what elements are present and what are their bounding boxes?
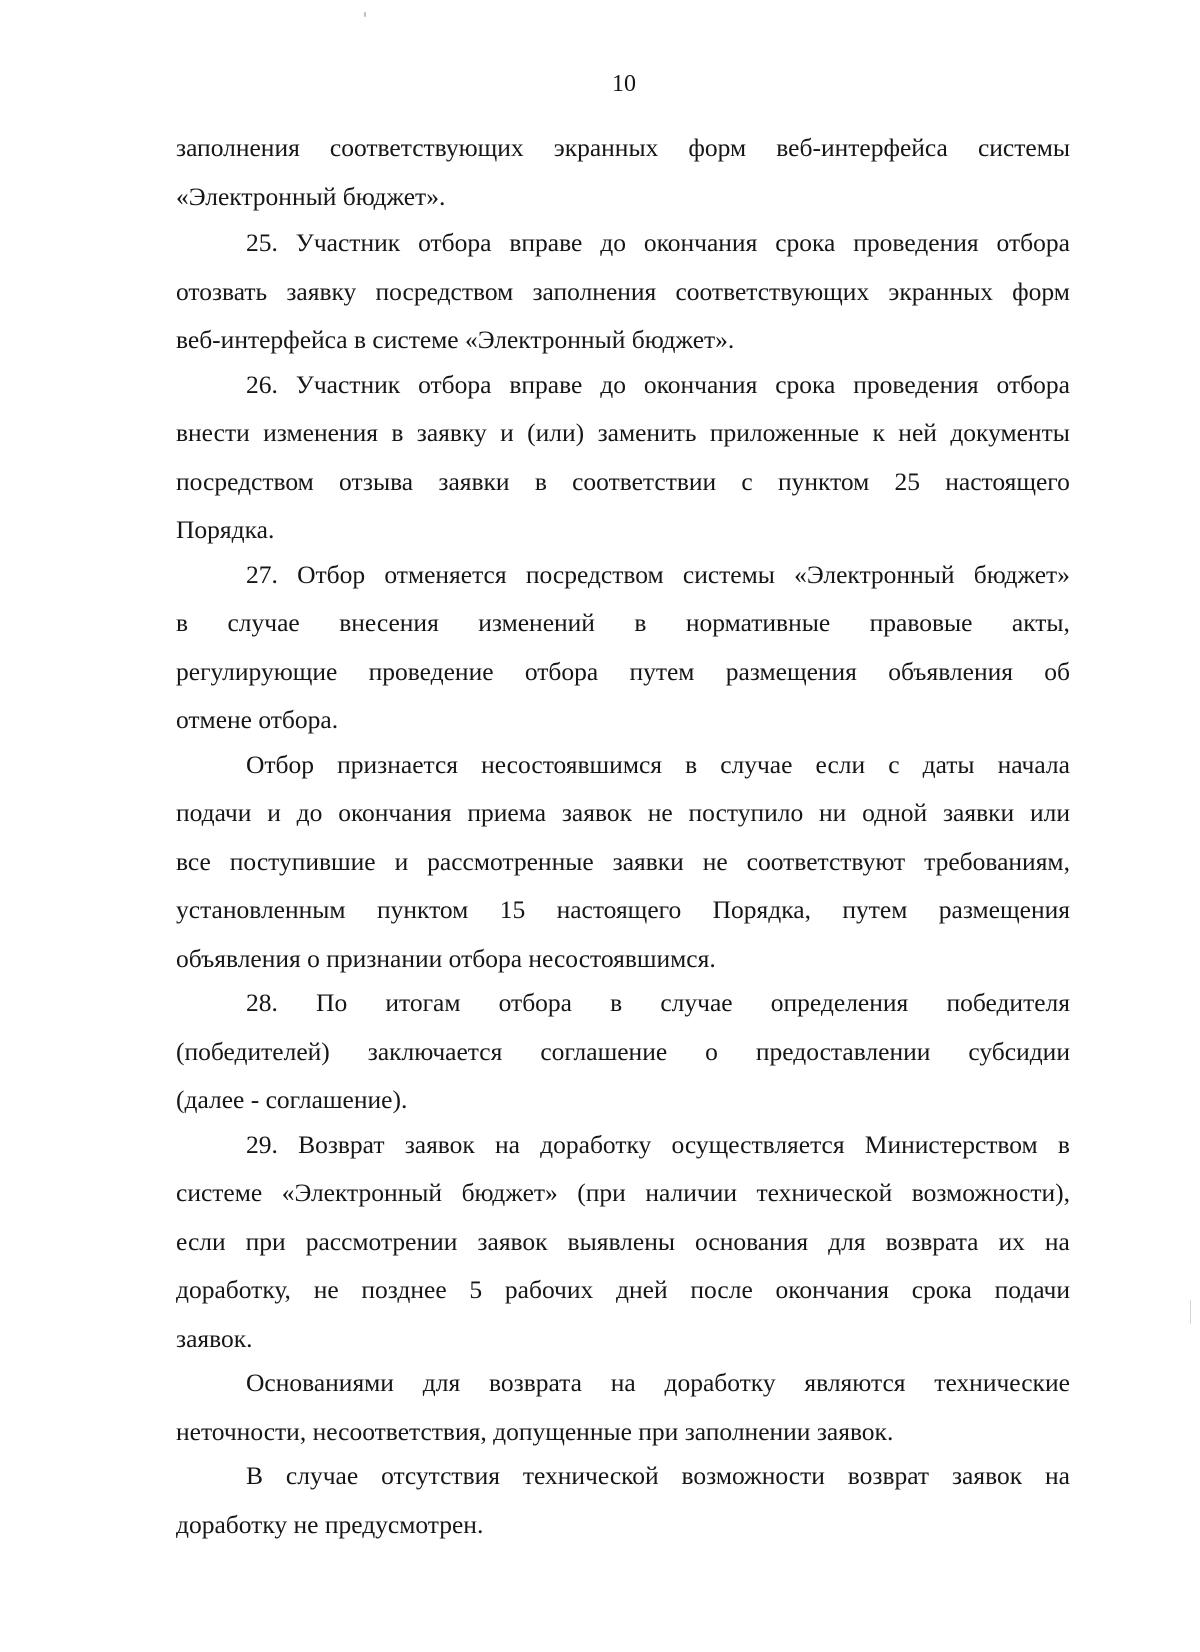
word: отозвать xyxy=(176,276,268,306)
word: Участник xyxy=(295,369,401,399)
word: объявления xyxy=(888,656,1013,686)
paragraph-27 xyxy=(176,551,1070,745)
word: случае xyxy=(660,988,733,1017)
word: до xyxy=(600,228,626,257)
word: «Электронный xyxy=(794,559,955,589)
word: об xyxy=(1044,656,1070,686)
word: заявок xyxy=(404,1129,475,1159)
word: на xyxy=(610,1368,636,1397)
word: заявку xyxy=(286,276,357,306)
word: отбора xyxy=(524,656,599,686)
word: размещения xyxy=(725,656,857,686)
word: (при xyxy=(577,1178,626,1207)
word: случае xyxy=(720,749,793,779)
word: срока xyxy=(911,1275,972,1304)
word: до xyxy=(600,369,626,399)
word: на xyxy=(1044,1226,1070,1256)
text-line-14 xyxy=(176,741,1070,790)
word: изменений xyxy=(478,608,595,637)
word: посредством xyxy=(525,559,664,589)
text-line-27 xyxy=(176,1359,1070,1408)
text-line-30: доработку не предусмотрен. xyxy=(176,1509,484,1539)
word: отменяется xyxy=(384,559,507,589)
word: Порядка, xyxy=(712,895,811,924)
word: 26. xyxy=(246,369,278,399)
word: окончания xyxy=(643,228,758,257)
text-line-11 xyxy=(176,599,1070,648)
word: путем xyxy=(629,656,695,686)
word: 15 xyxy=(499,895,526,924)
paragraph-continuation xyxy=(176,124,1070,221)
word: 29. xyxy=(246,1129,278,1159)
text-line-24 xyxy=(176,1218,1070,1267)
word: ней xyxy=(898,418,937,447)
word: бюджет» xyxy=(461,1178,558,1207)
text-line-6 xyxy=(176,361,1070,410)
word: являются xyxy=(804,1368,906,1397)
word: победителя xyxy=(946,988,1070,1017)
text-line-28: неточности, несоответствия, допущенные при заполнении заявок. xyxy=(176,1416,894,1446)
word: системы xyxy=(977,133,1070,162)
word: Отбор xyxy=(246,749,315,779)
word: заявки xyxy=(612,846,684,876)
word: вправе xyxy=(509,228,583,257)
word: заполнения xyxy=(532,276,657,306)
word: рабочих xyxy=(504,1275,594,1304)
word: и xyxy=(500,418,514,447)
word: вправе xyxy=(509,369,583,399)
word: 25 xyxy=(894,466,921,496)
text-line-25 xyxy=(176,1266,1070,1315)
word: «Электронный xyxy=(281,1178,443,1207)
paragraph-28 xyxy=(176,979,1070,1125)
word: случае xyxy=(227,608,300,637)
word: соответствии xyxy=(572,466,717,496)
word: поступило xyxy=(688,798,804,827)
text-line-29 xyxy=(176,1452,1070,1501)
word: заявки xyxy=(438,466,510,496)
word: форм xyxy=(1012,276,1070,306)
text-line-2: «Электронный бюджет». xyxy=(176,181,446,211)
word: ни xyxy=(819,798,847,827)
text-line-19 xyxy=(176,979,1070,1028)
word: системы xyxy=(682,559,775,589)
word: при xyxy=(245,1226,286,1256)
word: подачи xyxy=(176,798,252,827)
word: проведение xyxy=(368,656,494,686)
word: случае xyxy=(285,1461,359,1490)
word: доработку xyxy=(540,1129,652,1159)
word: в xyxy=(534,466,547,496)
text-line-18: объявления о признании отбора несостоявшимся. xyxy=(176,943,716,973)
word: окончания xyxy=(338,798,452,827)
word: возврата xyxy=(885,1226,979,1256)
word: все xyxy=(176,846,211,876)
word: (победителей) xyxy=(176,1036,330,1066)
text-line-21: (далее - соглашение). xyxy=(176,1085,408,1114)
word: с xyxy=(888,749,900,779)
word: на xyxy=(495,1129,520,1159)
word: дней xyxy=(616,1275,668,1304)
word: в xyxy=(1057,1129,1070,1159)
word: о xyxy=(705,1036,718,1066)
word: заявку xyxy=(416,418,487,447)
word: срока xyxy=(775,369,836,399)
word: Возврат xyxy=(298,1129,385,1159)
word: если xyxy=(176,1226,226,1256)
word: экранных xyxy=(553,133,659,162)
text-line-1 xyxy=(176,124,1070,173)
word: пунктом xyxy=(777,466,870,496)
word: соответствуют xyxy=(746,846,906,876)
text-line-10 xyxy=(176,551,1070,600)
text-line-16 xyxy=(176,838,1070,887)
word: 28. xyxy=(246,988,278,1017)
text-line-8 xyxy=(176,458,1070,507)
word: отбора xyxy=(996,369,1070,399)
word: если xyxy=(815,749,866,779)
word: заполнения xyxy=(176,133,300,162)
word: отзыва xyxy=(339,466,414,496)
text-line-15 xyxy=(176,789,1070,838)
word: заменить xyxy=(597,418,697,447)
word: не xyxy=(313,1275,339,1304)
word: осуществляется xyxy=(671,1129,845,1159)
word: и xyxy=(267,798,281,827)
word: не xyxy=(702,846,728,876)
word: отбора xyxy=(418,228,492,257)
word: установленным xyxy=(176,895,346,924)
word: рассмотрении xyxy=(305,1226,458,1256)
word: экранных xyxy=(888,276,993,306)
word: в xyxy=(685,749,698,779)
word: технические xyxy=(934,1368,1070,1397)
text-line-9: Порядка. xyxy=(176,515,275,544)
word: с xyxy=(741,466,753,496)
word: предоставлении xyxy=(755,1036,931,1066)
word: не xyxy=(647,798,673,827)
text-line-17 xyxy=(176,886,1070,935)
word: правовые xyxy=(869,608,973,637)
word: 25. xyxy=(246,228,278,257)
word: форм xyxy=(688,133,747,162)
word: Министерством xyxy=(864,1129,1038,1159)
page-number: 10 xyxy=(612,71,636,97)
word: одной xyxy=(862,798,928,827)
word: настоящего xyxy=(945,466,1070,496)
word: начала xyxy=(997,749,1070,779)
word: возврата xyxy=(489,1368,582,1397)
paragraph-26 xyxy=(176,361,1070,555)
word: для xyxy=(828,1226,866,1256)
word: отбора xyxy=(418,369,492,399)
word: размещения xyxy=(938,895,1070,924)
word: в xyxy=(610,988,623,1017)
document-text xyxy=(176,124,1070,1549)
word: (или) xyxy=(527,418,585,447)
word: на xyxy=(1044,1461,1070,1490)
word: признается xyxy=(337,749,459,779)
word: основания xyxy=(694,1226,809,1256)
word: По xyxy=(316,988,348,1017)
word: регулирующие xyxy=(176,656,338,686)
word: проведения xyxy=(853,369,979,399)
word: срока xyxy=(775,228,836,257)
text-line-4 xyxy=(176,268,1070,317)
word: изменения xyxy=(263,418,378,447)
word: несостоявшимся xyxy=(481,749,663,779)
word: соответствующих xyxy=(675,276,870,306)
word: в xyxy=(634,608,647,637)
word: для xyxy=(422,1368,461,1397)
word: заявок xyxy=(951,1461,1023,1490)
word: 27. xyxy=(246,559,278,589)
word: окончания xyxy=(775,1275,889,1304)
word: системе xyxy=(176,1178,263,1207)
text-line-12 xyxy=(176,648,1070,697)
word: Основаниями xyxy=(246,1368,394,1397)
word: после xyxy=(690,1275,753,1304)
text-line-22 xyxy=(176,1121,1070,1170)
word: итогам xyxy=(385,988,461,1017)
word: доработку xyxy=(664,1368,776,1397)
text-line-13: отмене отбора. xyxy=(176,705,339,734)
word: до xyxy=(296,798,323,827)
scan-speck xyxy=(364,12,366,17)
word: путем xyxy=(842,895,908,924)
paragraph-cancelled-selection xyxy=(176,741,1070,984)
word: настоящего xyxy=(556,895,682,924)
word: доработку, xyxy=(176,1275,291,1304)
word: отбора xyxy=(996,228,1070,257)
word: возврат xyxy=(847,1461,930,1490)
word: документы xyxy=(950,418,1070,447)
word: их xyxy=(998,1226,1025,1256)
word: проведения xyxy=(853,228,979,257)
word: наличии xyxy=(645,1178,738,1207)
word: подачи xyxy=(994,1275,1070,1304)
word: приема xyxy=(467,798,547,827)
word: рассмотренные xyxy=(427,846,594,876)
word: приложенные xyxy=(709,418,860,447)
word: посредством xyxy=(375,276,514,306)
word: позднее xyxy=(361,1275,447,1304)
paragraph-25 xyxy=(176,219,1070,365)
word: выявлены xyxy=(567,1226,675,1256)
word: внести xyxy=(176,418,250,447)
word: отбора xyxy=(498,988,572,1017)
word: нормативные xyxy=(685,608,831,637)
word: окончания xyxy=(643,369,758,399)
word: субсидии xyxy=(968,1036,1070,1066)
word: возможности xyxy=(681,1461,825,1490)
word: к xyxy=(872,418,885,447)
word: заявок xyxy=(477,1226,548,1256)
word: технической xyxy=(522,1461,659,1490)
text-line-5: веб-интерфейса в системе «Электронный бюджет». xyxy=(176,325,735,354)
word: посредством xyxy=(176,466,314,496)
text-line-26: заявок. xyxy=(176,1323,253,1353)
word: в xyxy=(391,418,404,447)
word: заявки xyxy=(942,798,1015,827)
word: бюджет» xyxy=(973,559,1070,589)
text-line-20 xyxy=(176,1028,1070,1077)
word: технической xyxy=(756,1178,893,1207)
text-line-23 xyxy=(176,1169,1070,1218)
paragraph-no-technical-possibility xyxy=(176,1452,1070,1549)
scan-margin-mark xyxy=(1190,1300,1191,1324)
word: внесения xyxy=(339,608,439,637)
word: веб-интерфейса xyxy=(776,133,948,162)
text-line-3 xyxy=(176,219,1070,268)
word: в xyxy=(176,608,189,637)
word: Участник xyxy=(295,228,401,257)
word: и xyxy=(394,846,409,876)
paragraph-return-grounds xyxy=(176,1359,1070,1456)
word: или xyxy=(1029,798,1070,827)
word: даты xyxy=(922,749,975,779)
word: 5 xyxy=(469,1275,483,1304)
text-line-7 xyxy=(176,409,1070,458)
word: отсутствия xyxy=(381,1461,500,1490)
word: возможности), xyxy=(911,1178,1070,1207)
word: Отбор xyxy=(297,559,366,589)
word: заключается xyxy=(367,1036,503,1066)
word: требованиям, xyxy=(924,846,1070,876)
word: акты, xyxy=(1011,608,1070,637)
word: В xyxy=(246,1461,264,1490)
word: заявок xyxy=(561,798,632,827)
paragraph-29 xyxy=(176,1121,1070,1364)
word: определения xyxy=(770,988,909,1017)
word: соглашение xyxy=(540,1036,668,1066)
word: поступившие xyxy=(229,846,376,876)
word: соответствующих xyxy=(329,133,524,162)
word: пунктом xyxy=(376,895,469,924)
